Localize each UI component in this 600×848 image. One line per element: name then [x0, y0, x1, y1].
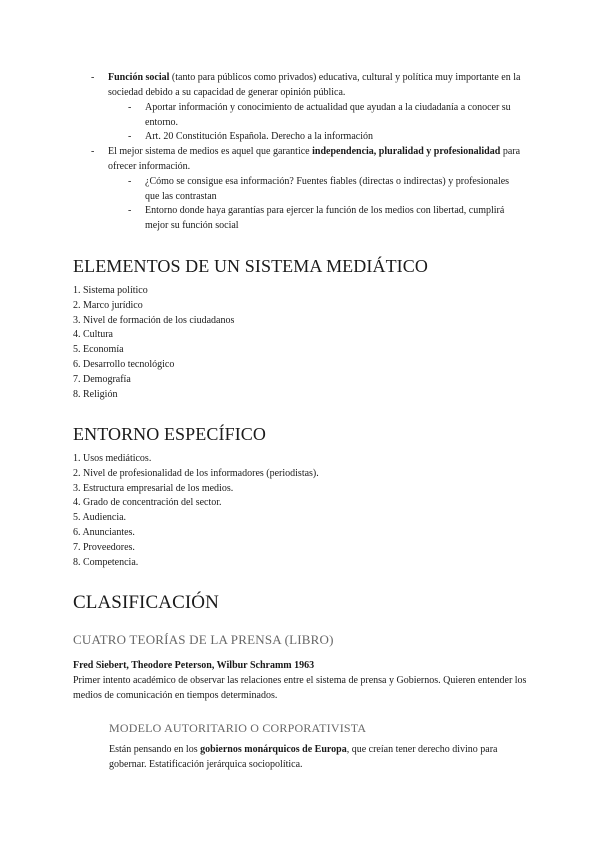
list-item: 1. Usos mediáticos.: [73, 453, 152, 464]
sub-bullet-text: Entorno donde haya garantías para ejercer la función de los medios con libertad, cumplirá mejor su función social: [145, 205, 505, 231]
list-item: 5. Economía: [73, 344, 124, 356]
list-item: 5. Audiencia.: [73, 512, 127, 524]
bullet-dash: -: [91, 146, 95, 157]
bold-term: independencia, pluralidad y profesionalidad: [312, 146, 501, 157]
list-item: 3. Estructura empresarial de los medios.: [73, 482, 234, 494]
list-item: 4. Grado de concentración del sector.: [73, 497, 222, 509]
sub-bullet: - ¿Cómo se consigue esa información? Fuentes fiables (directas o indirectas) y profesionales que las contrastan: [128, 175, 518, 204]
list-item: 3. Nivel de formación de los ciudadanos: [73, 314, 235, 326]
section-title: ENTORNO ESPECÍFICO: [73, 424, 266, 444]
sub-bullet: - Art. 20 Constitución Española. Derecho a la información: [128, 130, 518, 145]
list-item: 2. Marco jurídico: [73, 299, 143, 311]
subsection-title: CUATRO TEORÍAS DE LA PRENSA (LIBRO): [73, 632, 334, 647]
section-title: ELEMENTOS DE UN SISTEMA MEDIÁTICO: [73, 256, 428, 276]
section-title: CLASIFICACIÓN: [73, 592, 219, 613]
sub-bullet-text: Aportar información y conocimiento de actualidad que ayudan a la ciudadanía a conocer su entorno.: [145, 102, 511, 128]
list-item: 6. Desarrollo tecnológico: [73, 358, 175, 370]
list-item: 2. Nivel de profesionalidad de los informadores (periodistas).: [73, 467, 319, 479]
intro-paragraph: Primer intento académico de observar las relaciones entre el sistema de prensa y Gobiernos. Quieren entender los medios de comunicación en tiempos determinados.: [73, 675, 527, 701]
elementos-list: [73, 284, 234, 402]
bullet-text: (tanto para públicos como privados) educativa, cultural y política muy importante en la sociedad debido a su capacidad de generar opinión pública.: [108, 72, 521, 98]
bullet-funcion-social: [91, 71, 531, 100]
model-title: MODELO AUTORITARIO O CORPORATIVISTA: [109, 721, 367, 735]
sub-bullet: - Entorno donde haya garantías para ejercer la función de los medios con libertad, cumplirá mejor su función social: [128, 204, 518, 233]
model-paragraph: Están pensando en los gobiernos monárquicos de Europa, que creían tener derecho divino para gobernar. Estatificación jerárquica sociopolítica.: [109, 744, 498, 770]
list-item: 8. Religión: [73, 388, 118, 400]
bold-term: Función social: [108, 72, 170, 83]
list-item: 1. Sistema político: [73, 285, 148, 296]
sub-bullet-text: ¿Cómo se consigue esa información? Fuentes fiables (directas o indirectas) y profesionales que las contrastan: [145, 176, 510, 202]
list-item: 8. Competencia.: [73, 556, 139, 568]
sub-bullet: - Aportar información y conocimiento de actualidad que ayudan a la ciudadanía a conocer su entorno.: [128, 101, 518, 130]
list-item: 7. Demografía: [73, 373, 131, 385]
bold-term: gobiernos monárquicos de Europa: [200, 744, 347, 755]
list-item: 4. Cultura: [73, 329, 113, 341]
sub-bullet-text: Art. 20 Constitución Española. Derecho a la información: [145, 131, 373, 142]
entorno-list: [73, 452, 319, 570]
list-item: 7. Proveedores.: [73, 541, 135, 553]
authors-line: Fred Siebert, Theodore Peterson, Wilbur Schramm 1963: [73, 660, 315, 671]
bullet-dash: -: [91, 72, 95, 83]
bullet-mejor-sistema: - El mejor sistema de medios es aquel que garantice independencia, pluralidad y profesionalidad para ofrecer información.: [91, 146, 521, 172]
list-item: 6. Anunciantes.: [73, 526, 135, 538]
